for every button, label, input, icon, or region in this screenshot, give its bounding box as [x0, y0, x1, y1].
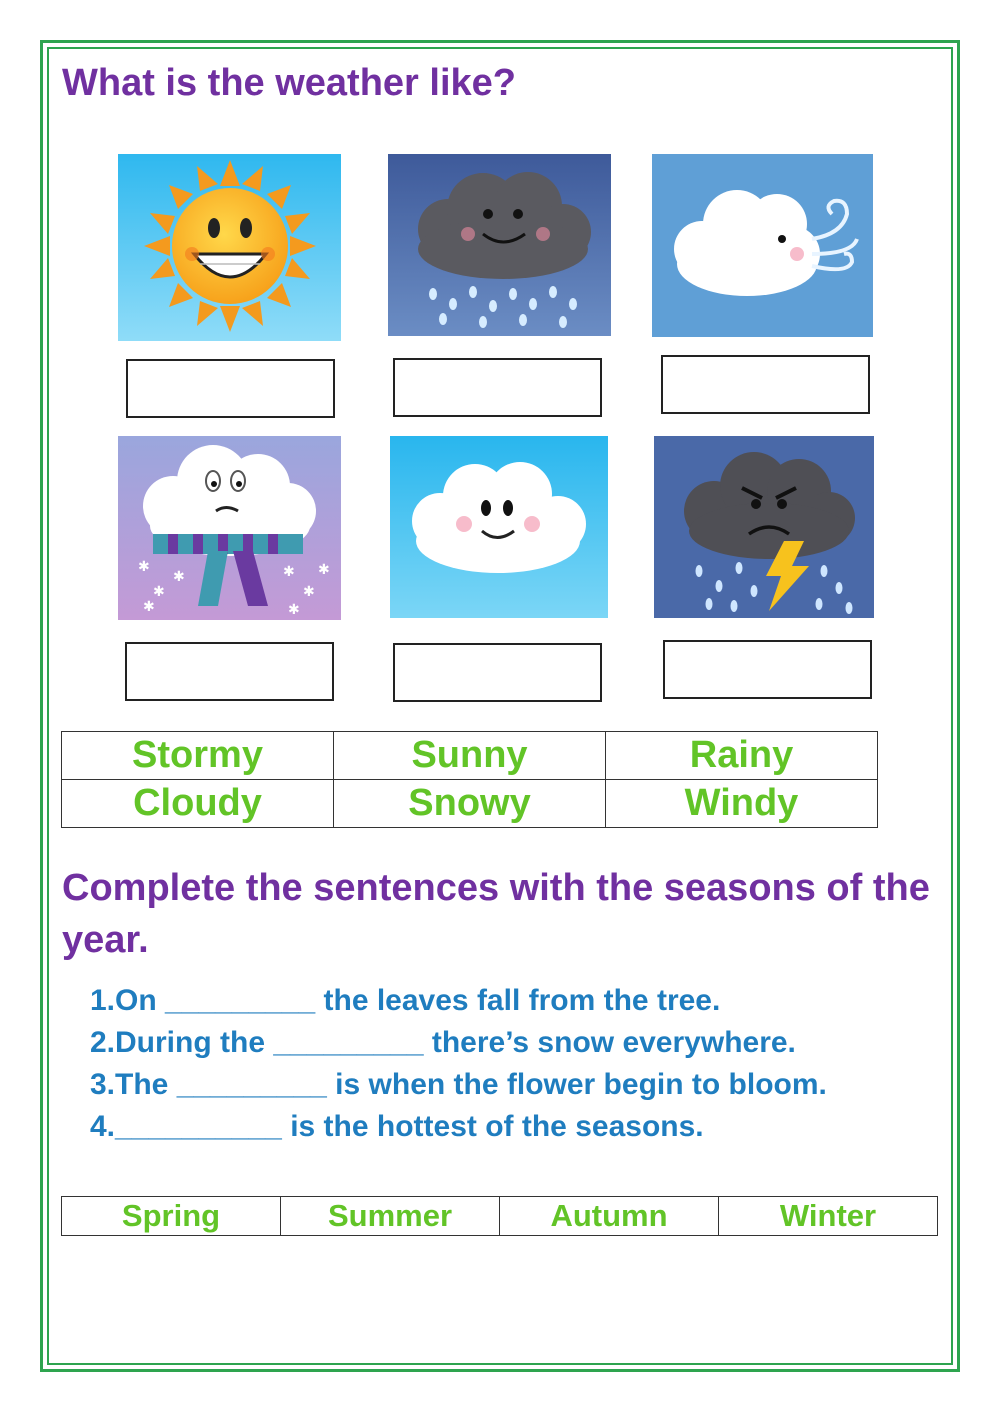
- happy-cloud-icon: [390, 436, 608, 618]
- rain-cloud-icon: [388, 154, 611, 336]
- season-word[interactable]: Winter: [719, 1197, 938, 1236]
- word-bank-word[interactable]: Sunny: [334, 732, 606, 780]
- weather-word-bank: [61, 731, 878, 828]
- season-word[interactable]: Spring: [62, 1197, 281, 1236]
- answer-box-6[interactable]: [663, 640, 872, 699]
- word-bank-row: [62, 732, 878, 780]
- answer-box-5[interactable]: [393, 643, 602, 702]
- worksheet-title: What is the weather like?: [62, 62, 516, 104]
- svg-text:✱: ✱: [283, 564, 295, 580]
- svg-text:✱: ✱: [173, 569, 185, 585]
- word-bank-word[interactable]: Snowy: [334, 780, 606, 828]
- season-word[interactable]: Summer: [281, 1197, 500, 1236]
- season-word[interactable]: Autumn: [500, 1197, 719, 1236]
- word-bank-word[interactable]: Cloudy: [62, 780, 334, 828]
- answer-box-1[interactable]: [126, 359, 335, 418]
- section-2-title: Complete the sentences with the seasons of the year.: [62, 867, 930, 961]
- word-bank-word[interactable]: Stormy: [62, 732, 334, 780]
- seasons-row: [62, 1197, 938, 1236]
- storm-cloud-lightning-icon: [654, 436, 874, 618]
- seasons-word-bank: [61, 1196, 938, 1236]
- answer-box-3[interactable]: [661, 355, 870, 414]
- sentence-list: [90, 980, 827, 1148]
- answer-box-4[interactable]: [125, 642, 334, 701]
- windy-cloud-icon: [652, 154, 873, 337]
- sentence-item[interactable]: 1.On _________ the leaves fall from the tree.: [90, 984, 721, 1017]
- answer-box-2[interactable]: [393, 358, 602, 417]
- word-bank-word[interactable]: Rainy: [606, 732, 878, 780]
- snowy-cloud-scarf-icon: [118, 436, 341, 620]
- svg-text:✱: ✱: [288, 602, 300, 618]
- sunny-sun-icon: [118, 154, 341, 341]
- word-bank-row: [62, 780, 878, 828]
- svg-text:✱: ✱: [138, 559, 150, 575]
- word-bank-word[interactable]: Windy: [606, 780, 878, 828]
- svg-text:✱: ✱: [143, 599, 155, 615]
- svg-text:✱: ✱: [153, 584, 165, 600]
- sentence-item[interactable]: 2.During the _________ there’s snow everywhere.: [90, 1026, 796, 1059]
- svg-text:✱: ✱: [318, 562, 330, 578]
- svg-text:✱: ✱: [303, 584, 315, 600]
- sentence-item[interactable]: 4.__________ is the hottest of the seasons.: [90, 1110, 704, 1143]
- sentence-item[interactable]: 3.The _________ is when the flower begin to bloom.: [90, 1068, 827, 1101]
